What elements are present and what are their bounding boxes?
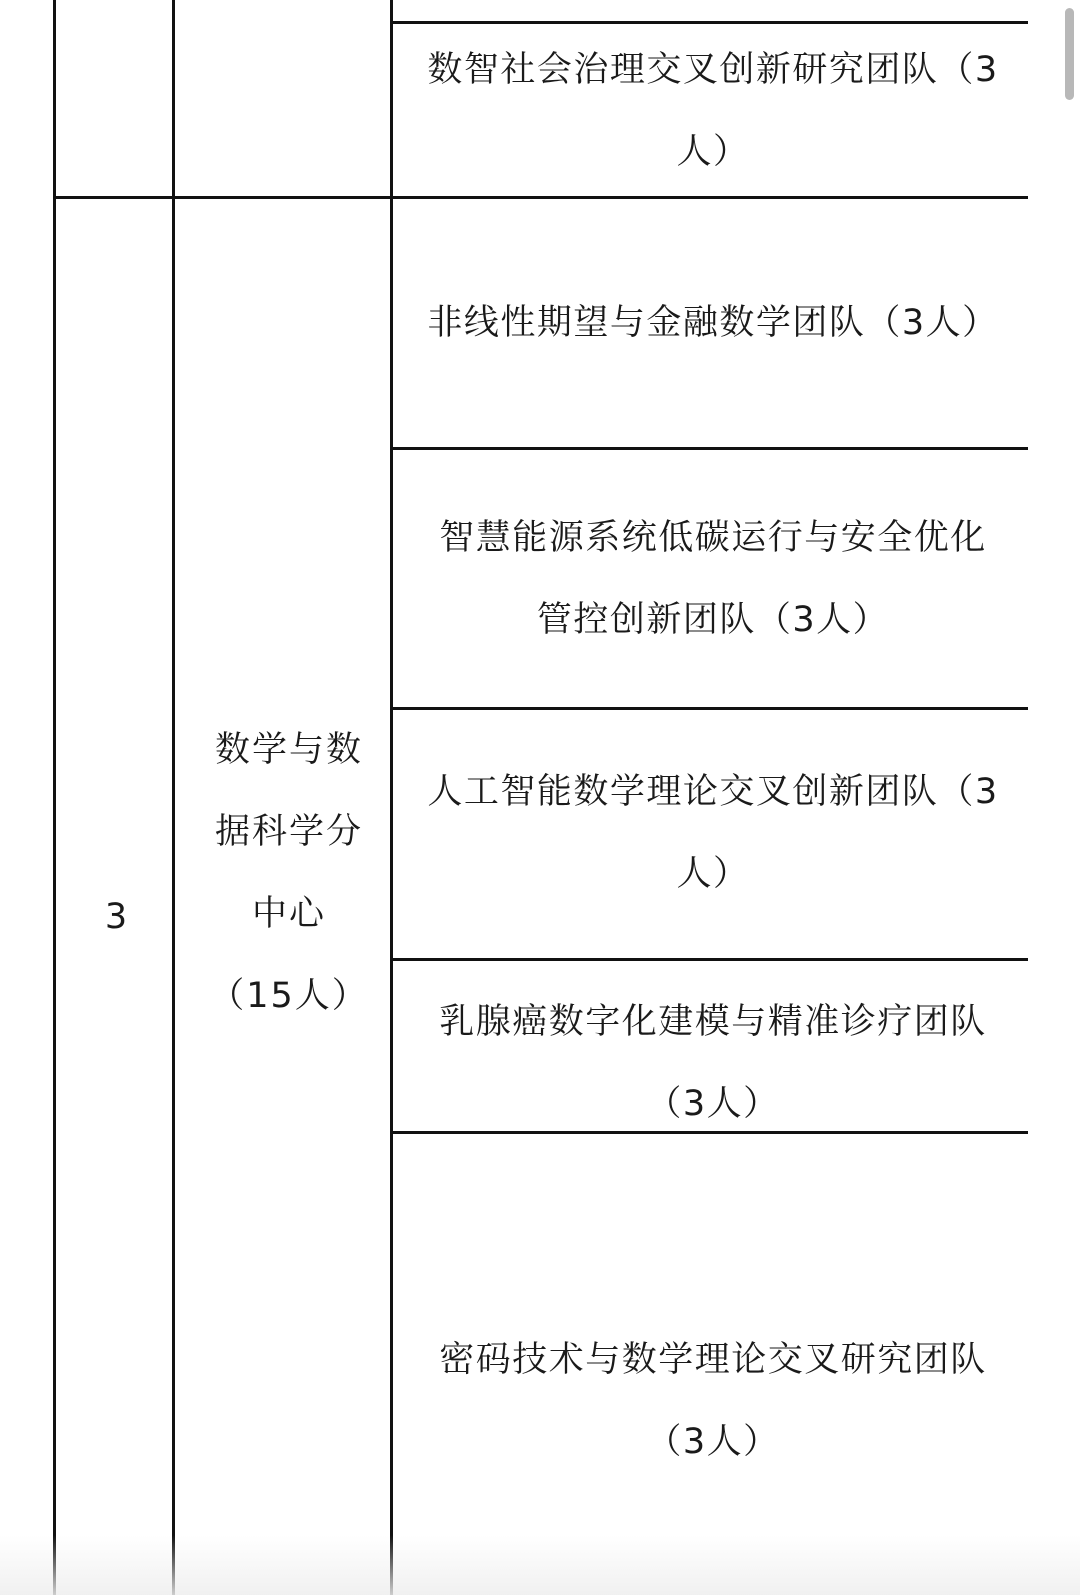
- team-cell: [398, 751, 1028, 915]
- team-cell: [398, 1319, 1028, 1483]
- row-divider-team: [390, 21, 1028, 24]
- row-divider-team: [390, 958, 1028, 961]
- row-divider-team: [390, 447, 1028, 450]
- row-divider-main: [53, 196, 1028, 199]
- team-name-line: 乳腺癌数字化建模与精准诊疗团队: [439, 1002, 987, 1042]
- center-name-line: 据科学分: [214, 812, 363, 852]
- row-divider-team: [390, 707, 1028, 710]
- team-name-line: 密码技术与数学理论交叉研究团队: [439, 1340, 987, 1380]
- vertical-scrollbar[interactable]: [1065, 8, 1074, 100]
- row-number: 3: [104, 897, 128, 937]
- center-name-cell: [180, 709, 398, 1037]
- table-border-col-1: [172, 0, 175, 1595]
- table-border-left: [53, 0, 56, 1595]
- team-cell: [398, 29, 1028, 193]
- team-name-line: 人工智能数学理论交叉创新团队（3: [427, 772, 999, 812]
- team-name-line: 数智社会治理交叉创新研究团队（3: [427, 50, 999, 90]
- team-name-line: （3人）: [646, 1422, 780, 1462]
- team-cell: [398, 282, 1028, 364]
- team-name-line: 非线性期望与金融数学团队（3人）: [427, 303, 999, 343]
- team-name-line: 人）: [676, 854, 750, 894]
- team-name-line: 管控创新团队（3人）: [536, 600, 890, 640]
- center-name-line: 数学与数: [214, 730, 363, 770]
- center-name-line: 中心: [251, 894, 326, 934]
- bottom-fade: [0, 1535, 1080, 1595]
- team-name-line: 智慧能源系统低碳运行与安全优化: [439, 518, 987, 558]
- team-cell: [398, 497, 1028, 661]
- team-cell: [398, 981, 1028, 1145]
- team-name-line: 人）: [676, 132, 750, 172]
- team-name-line: （3人）: [646, 1084, 780, 1124]
- center-name-line: （15人）: [209, 976, 369, 1016]
